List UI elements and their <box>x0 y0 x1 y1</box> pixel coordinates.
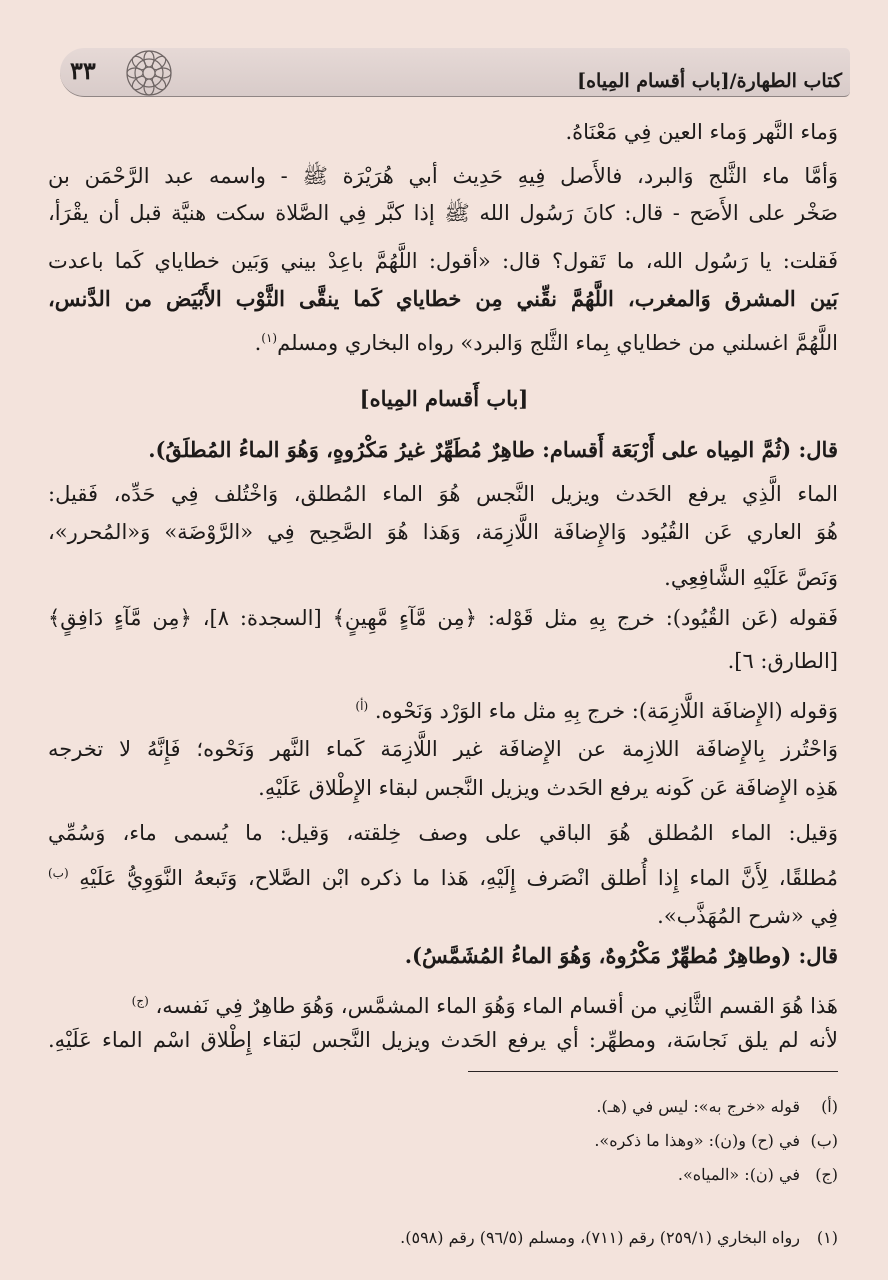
running-title: كتاب الطهارة/[باب أقسام المِياه] <box>577 70 842 92</box>
textual-note <box>48 1095 838 1119</box>
rosette-ornament-icon <box>122 46 176 100</box>
body-line: هَذِه الإِضافَة عَن كَونه يرفع الحَدث ويزيل النَّجس لبقاء الإِطْلاق عَلَيْهِ. <box>258 776 838 800</box>
body-line: هُوَ العاري عَن القُيُود وَالإِضافَة اللَّازِمَة، وَهَذا هُوَ الصَّحِيح فِي «الرَّوْضَة» وَ«المُحرر»، <box>48 520 838 544</box>
body-line-text: اللَّهُمَّ اغسلني من خطاياي بِماء الثَّلج وَالبرد» رواه البخاري ومسلم <box>277 331 838 355</box>
footnote-divider <box>468 1071 838 1072</box>
note-mark: (ج) <box>815 1165 838 1184</box>
body-line <box>48 857 838 894</box>
body-line: قال: (ثُمَّ المِياه على أَرْبَعَة أَقسام: طاهِرٌ مُطَهِّرٌ غيرُ مَكْرُوهٍ، وَهُوَ الماءُ المُطلَقُ). <box>148 437 838 462</box>
body-line: صَخْر على الأَصَح - قال: كانَ رَسُول الله ﷺ إذا كبَّر فِي الصَّلاة سكت هنيَّة قبل أن يقْرَأ، <box>48 201 838 225</box>
note-mark: (ب) <box>810 1131 838 1150</box>
textual-note <box>48 1163 838 1187</box>
page-number: ٣٣ <box>70 56 96 85</box>
body-line: قال: (وطاهِرٌ مُطهِّرٌ مَكْرُوهٌ، وَهُوَ الماءُ المُشَمَّسُ). <box>404 943 838 968</box>
body-line <box>48 985 838 1022</box>
textual-note <box>48 1129 838 1153</box>
body-line <box>48 690 838 727</box>
body-line: لأنه لم يلق نَجاسَة، ومطهِّر: أي يرفع الحَدث ويزيل النَّجس لبَقاء إِطْلاق اسْم الماء عَلَيْهِ. <box>48 1028 838 1052</box>
section-heading: [باب أَقسام المِياه] <box>359 386 529 411</box>
note-text: في (ن): «المياه». <box>677 1165 800 1184</box>
note-ref: (ب) <box>48 866 69 880</box>
note-text: في (ح) و(ن): «وهذا ما ذكره». <box>594 1131 800 1150</box>
body-line: وَاحْتُرز بِالإِضافَة اللازِمة عن الإِضافَة غير اللَّازِمَة كَماء النَّهر وَنَحْوه؛ فَإِنَّهُ لا تخرجه <box>48 737 838 761</box>
body-line <box>48 245 838 277</box>
body-line: فَقوله (عَن القُيُود): خرج بِهِ مثل قَوْله: ﴿مِن مَّآءٍ مَّهِينٍ﴾ [السجدة: ٨]، ﴿مِن مَّآءٍ دَافِقٍ﴾ <box>48 606 838 630</box>
footnote-mark: (١) <box>816 1228 838 1247</box>
note-ref: (أ) <box>355 699 369 713</box>
body-line: الماء الَّذِي يرفع الحَدث ويزيل النَّجس هُوَ الماء المُطلق، وَاخْتُلف فِي حَدِّه، فَقيل: <box>48 482 838 506</box>
body-line-text: هَذا هُوَ القسم الثَّانِي من أقسام الماء وَهُوَ الماء المشمَّس، وَهُوَ طاهِرٌ فِي نَفسه، <box>155 994 838 1018</box>
footnote-text: رواه البخاري (٢٥٩/١) رقم (٧١١)، ومسلم (٩٦/٥) رقم (٥٩٨). <box>400 1228 800 1247</box>
body-line: بَين المشرق وَالمغرب، اللَّهُمَّ نقِّني مِن خطاياي كَما ينقَّى الثَّوْب الأَبْيَض من الدَّنس، <box>48 286 838 311</box>
body-line: وَنَصَّ عَلَيْهِ الشَّافِعِي. <box>664 566 838 590</box>
body-line: وَماء النَّهر وَماء العين فِي مَعْنَاهُ. <box>565 120 838 144</box>
body-line: [الطارق: ٦]. <box>727 649 838 673</box>
body-line: وَقيل: الماء المُطلق هُوَ الباقي على وصف خِلقته، وَقيل: ما يُسمى ماء، وَسُمِّي <box>48 821 838 845</box>
footnote <box>48 1226 838 1250</box>
note-ref: (ج) <box>131 994 149 1008</box>
body-line: اللَّهُمَّ اغسلني من خطاياي بِماء الثَّلج وَالبرد» رواه البخاري ومسلم$^{(١)}$. <box>254 331 838 355</box>
note-mark: (أ) <box>821 1097 838 1116</box>
footnote-ref: (١) <box>261 331 278 345</box>
running-header <box>60 48 850 97</box>
body-line-text: فَقلت: يا رَسُول الله، ما تَقول؟ قال: «أقول: اللَّهُمَّ باعِدْ بيني وَبَين خطاياي كَما باعدت <box>48 249 839 273</box>
body-line: وَأمَّا ماء الثَّلج وَالبرد، فالأَصل فِيهِ حَدِيث أبي هُرَيْرَة ﷺ - واسمه عبد الرَّحْمَن بن <box>48 164 838 188</box>
body-line: فِي «شرح المُهَذَّب». <box>657 904 838 928</box>
body-line-text: وَقوله (الإِضافَة اللَّازِمَة): خرج بِهِ مثل ماء الوَرْد وَنَحْوه. <box>374 699 838 723</box>
body-line-text: مُطلقًا، لِأَنَّ الماء إِذا أُطلق انْصَرف إِلَيْهِ، هَذا ما ذكره ابْن الصَّلاح، وَتَبعهُ النَّوَوِيُّ عَلَيْهِ <box>79 866 838 890</box>
note-text: قوله «خرج به»: ليس في (هـ). <box>596 1097 800 1116</box>
